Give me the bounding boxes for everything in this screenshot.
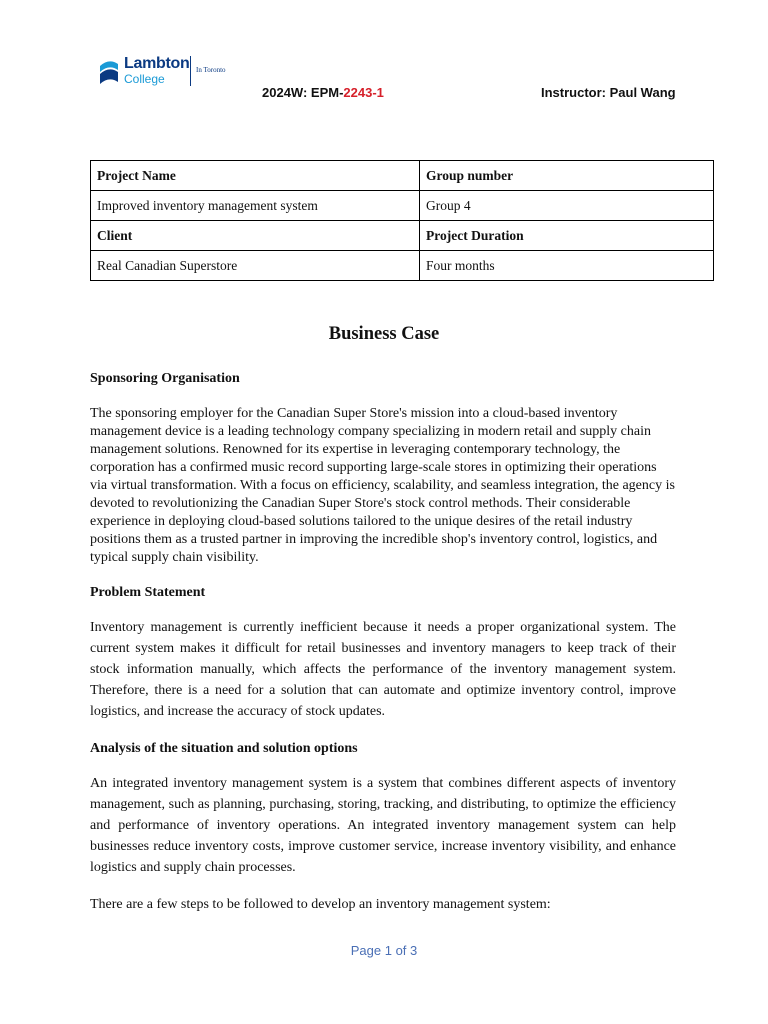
table-cell: Real Canadian Superstore bbox=[91, 251, 420, 281]
section-heading: Analysis of the situation and solution options bbox=[90, 741, 358, 756]
project-info-table bbox=[90, 160, 714, 281]
section-body: Inventory management is currently inefficient because it needs a proper organizational system. The current system makes it difficult for retail businesses and inventory managers to keep track of their stock information manually, which affects the performance of the inventory management system. Therefore, there is a need for a solution that can automate and optimize inventory control, improve logistics, and increase the accuracy of stock updates. bbox=[90, 620, 676, 719]
instructor-label: Instructor: Paul Wang bbox=[541, 85, 676, 100]
section-body-followup: There are a few steps to be followed to develop an inventory management system: bbox=[90, 897, 551, 912]
table-cell: Improved inventory management system bbox=[91, 191, 420, 221]
section-heading: Sponsoring Organisation bbox=[90, 371, 240, 386]
table-cell: Group 4 bbox=[420, 191, 714, 221]
section-heading: Problem Statement bbox=[90, 585, 206, 600]
course-prefix: 2024W: EPM- bbox=[262, 85, 344, 100]
course-code: 2243-1 bbox=[343, 85, 384, 100]
table-row bbox=[91, 191, 714, 221]
table-row bbox=[91, 161, 714, 191]
logo-location: In Toronto bbox=[196, 66, 226, 74]
section-analysis bbox=[90, 739, 676, 914]
logo-brand-line2: College bbox=[124, 72, 165, 86]
table-cell-header: Group number bbox=[420, 161, 714, 191]
section-body: The sponsoring employer for the Canadian Super Store's mission into a cloud-based inventory management device is a leading technology company specializing in modern retail and supply chain management solutions. Renowned for its expertise in leveraging contemporary technology, the corporation has a confirmed music record supporting large-scale stores in optimizing their operations via virtual transformation. With a focus on efficiency, scalability, and seamless integration, the agency is devoted to revolutionizing the Canadian Super Store's stock control methods. Their considerable experience in deploying cloud-based solutions tailored to the unique desires of the retail industry positions them as a trusted partner in improving the incredible shop's inventory control, logistics, and typical supply chain visibility. bbox=[90, 406, 675, 565]
college-logo bbox=[98, 52, 238, 92]
lambton-mark-icon bbox=[100, 58, 118, 84]
document-title: Business Case bbox=[328, 324, 440, 344]
table-cell-header: Project Name bbox=[91, 161, 420, 191]
table-cell-header: Project Duration bbox=[420, 221, 714, 251]
page-header bbox=[0, 0, 768, 120]
table-cell-header: Client bbox=[91, 221, 420, 251]
logo-divider bbox=[190, 56, 191, 86]
page-number: Page 1 of 3 bbox=[350, 943, 418, 958]
section-problem-statement bbox=[90, 583, 676, 722]
table-cell: Four months bbox=[420, 251, 714, 281]
course-label bbox=[262, 85, 384, 100]
section-sponsoring-organisation bbox=[90, 369, 676, 567]
table-row bbox=[91, 221, 714, 251]
logo-brand-line1: Lambton bbox=[124, 55, 190, 72]
section-body: An integrated inventory management system is a system that combines different aspects of inventory management, such as planning, purchasing, storing, tracking, and distributing, to optimize the efficiency and performance of inventory operations. An integrated inventory management system can help businesses reduce inventory costs, improve customer service, increase inventory visibility, and enhance logistics and supply chain processes. bbox=[90, 776, 676, 875]
table-row bbox=[91, 251, 714, 281]
